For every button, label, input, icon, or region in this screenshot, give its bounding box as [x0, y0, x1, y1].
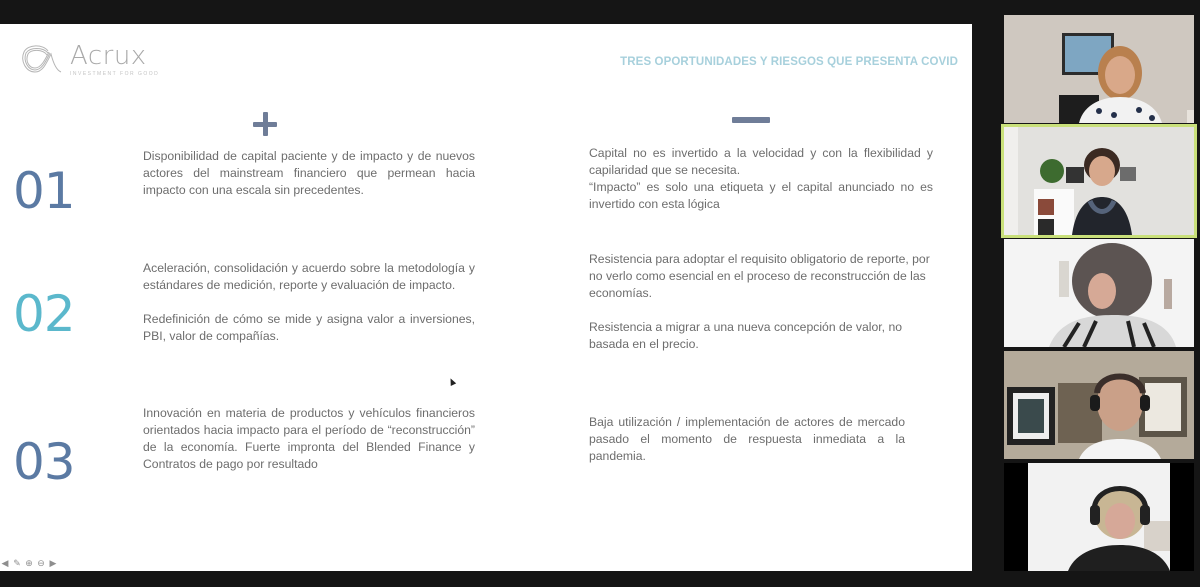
participant-video-3[interactable] — [1004, 239, 1194, 347]
row-number-03: 03 — [13, 433, 75, 491]
opportunity-02 — [143, 260, 475, 345]
pen-icon[interactable]: ✎ — [13, 558, 21, 568]
risk-text: Resistencia para adoptar el requisito obligatorio de reporte, por no verlo como esencial en el proceso de reconstrucción de las economías. — [589, 252, 930, 300]
opportunity-text: Innovación en materia de productos y vehículos financieros orientados hacia impacto para el período de “reconstrucción” de la economía. Fuerte impronta del Blended Finance y Contratos de pago por resultado — [143, 406, 475, 471]
participant-video-5[interactable] — [1004, 463, 1194, 571]
opportunity-text: Redefinición de cómo se mide y asigna valor a inversiones, PBI, valor de compañías. — [143, 312, 475, 343]
risk-text: Resistencia a migrar a una nueva concepción de valor, no basada en el precio. — [589, 320, 903, 351]
risk-01 — [589, 145, 933, 213]
presentation-toolbar — [0, 558, 58, 568]
opportunity-text: Disponibilidad de capital paciente y de impacto y de nuevos actores del mainstream financiero que permean hacia impacto con una escala sin precedentes. — [143, 149, 475, 197]
risk-text: Capital no es invertido a la velocidad y con la flexibilidad y capilaridad que se necesita. — [589, 146, 933, 177]
arrow-right-icon[interactable]: ▶ — [49, 558, 57, 568]
participant-video-4[interactable] — [1004, 351, 1194, 459]
minus-icon — [732, 117, 770, 123]
opportunity-03 — [143, 405, 475, 473]
slide-title: TRES OPORTUNIDADES Y RIESGOS QUE PRESENTA COVID — [620, 56, 958, 68]
risk-02 — [589, 251, 933, 353]
opportunity-text: Aceleración, consolidación y acuerdo sobre la metodología y estándares de medición, reporte y evaluación de impacto. — [143, 261, 475, 292]
row-number-01: 01 — [13, 162, 75, 220]
mouse-cursor — [448, 377, 456, 386]
logo-tagline: INVESTMENT FOR GOOD — [70, 71, 160, 77]
zoom-in-icon[interactable]: ⊕ — [25, 558, 33, 568]
opportunity-01 — [143, 148, 475, 199]
participant-video-2-active-speaker[interactable] — [1004, 127, 1194, 235]
zoom-out-icon[interactable]: ⊖ — [37, 558, 45, 568]
logo-name: Acrux — [70, 41, 147, 71]
participant-video-1[interactable] — [1004, 15, 1194, 123]
arrow-left-icon[interactable]: ◀ — [1, 558, 9, 568]
shared-slide — [0, 24, 972, 571]
risk-03 — [589, 414, 905, 465]
row-number-02: 02 — [13, 285, 75, 343]
alpha-logo-icon — [18, 42, 62, 78]
acrux-logo — [18, 42, 159, 78]
risk-text: “Impacto” es solo una etiqueta y el capital anunciado no es invertido con esta lógica — [589, 180, 933, 211]
risk-text: Baja utilización / implementación de actores de mercado pasado el momento de respuesta inmediata a la pandemia. — [589, 415, 905, 463]
